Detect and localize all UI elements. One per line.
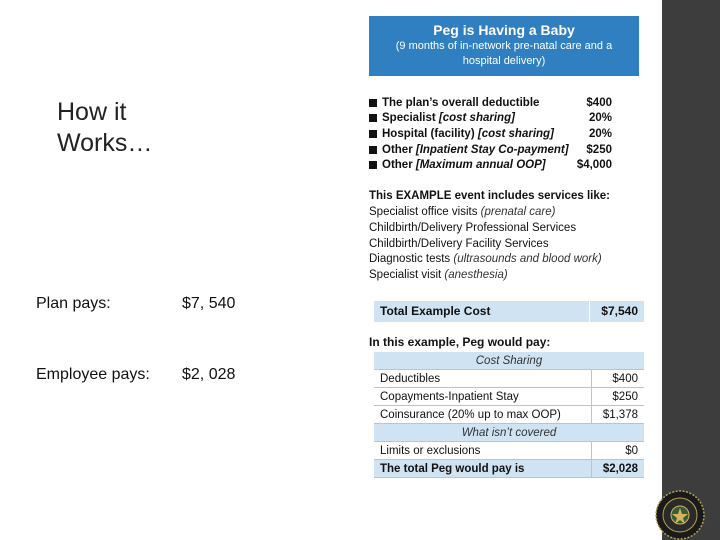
param-label-italic: [Maximum annual OOP]: [415, 159, 546, 172]
service-item: [369, 238, 649, 254]
total-example-value: $7,540: [601, 304, 638, 318]
param-label-italic: [cost sharing]: [477, 127, 554, 140]
table-row: [374, 406, 644, 424]
total-example-label: Total Example Cost: [380, 304, 491, 318]
would-pay-heading: In this example, Peg would pay:: [369, 335, 551, 349]
bullet-square-icon: [369, 130, 377, 138]
plan-parameters-list: [369, 95, 612, 173]
section-label: Cost Sharing: [374, 352, 644, 370]
section-label: What isn’t covered: [374, 424, 644, 442]
bullet-square-icon: [369, 146, 377, 154]
total-pay-value: $2,028: [592, 460, 645, 478]
employee-pays-value: $2, 028: [182, 366, 236, 383]
services-heading: This EXAMPLE event includes services like:: [369, 190, 610, 202]
param-value: 20%: [588, 127, 612, 140]
param-label: Hospital (facility): [382, 127, 478, 140]
bullet-square-icon: [369, 99, 377, 107]
title-line-1: How it: [57, 98, 127, 126]
service-text: Childbirth/Delivery Facility Services: [369, 237, 549, 250]
param-row: [369, 126, 612, 142]
service-item: [369, 222, 649, 238]
services-list: [369, 190, 649, 285]
bullet-square-icon: [369, 114, 377, 122]
service-note: (prenatal care): [480, 206, 556, 218]
param-row: [369, 142, 612, 158]
table-row: [374, 388, 644, 406]
right-sidebar-band: [662, 0, 720, 540]
param-row: [369, 157, 612, 173]
service-note: (ultrasounds and blood work): [453, 253, 602, 266]
plan-pays-value: $7, 540: [182, 295, 236, 312]
param-value: 20%: [588, 112, 612, 125]
table-section-header: [374, 424, 644, 442]
row-value: $400: [592, 370, 645, 388]
param-value: $250: [586, 143, 612, 156]
row-label: Limits or exclusions: [374, 442, 592, 460]
service-item: [369, 269, 649, 285]
param-label-italic: [cost sharing]: [438, 112, 515, 125]
param-row: [369, 95, 612, 111]
service-note: (anesthesia): [444, 269, 508, 282]
row-value: $1,378: [592, 406, 645, 424]
param-label: Other: [382, 143, 416, 156]
table-row: [374, 442, 644, 460]
service-item: [369, 253, 649, 269]
title-line-2: Works…: [57, 129, 153, 157]
service-text: Diagnostic tests: [369, 253, 454, 266]
row-value: $0: [592, 442, 645, 460]
scenario-subtitle-line-2: hospital delivery): [462, 55, 546, 67]
table-row: [374, 370, 644, 388]
row-label: Copayments-Inpatient Stay: [374, 388, 592, 406]
param-value: $400: [586, 96, 612, 109]
table-section-header: [374, 352, 644, 370]
service-item: [369, 206, 649, 222]
param-value: $4,000: [576, 159, 612, 172]
service-text: Specialist visit: [369, 269, 445, 282]
divider: [589, 301, 590, 322]
plan-pays-label: Plan pays:: [36, 295, 111, 312]
service-text: Childbirth/Delivery Professional Services: [369, 221, 577, 234]
row-label: Coinsurance (20% up to max OOP): [374, 406, 592, 424]
scenario-header: [369, 16, 639, 76]
row-value: $250: [592, 388, 645, 406]
param-label: The plan’s overall deductible: [382, 96, 540, 109]
param-label: Other: [382, 159, 416, 172]
employee-pays-label: Employee pays:: [36, 366, 150, 383]
total-example-cost-row: [374, 301, 644, 322]
seal-logo: [655, 490, 705, 540]
scenario-title: Peg is Having a Baby: [433, 22, 575, 38]
scenario-subtitle-line-1: (9 months of in-network pre-natal care and a: [395, 40, 613, 52]
total-pay-row: [374, 460, 644, 478]
total-pay-label: The total Peg would pay is: [374, 460, 592, 478]
bullet-square-icon: [369, 161, 377, 169]
row-label: Deductibles: [374, 370, 592, 388]
service-text: Specialist office visits: [369, 206, 481, 218]
param-label-italic: [Inpatient Stay Co-payment]: [415, 143, 569, 156]
param-label: Specialist: [382, 112, 439, 125]
param-row: [369, 111, 612, 127]
cost-breakdown-table: [374, 352, 644, 478]
page-title: [57, 97, 152, 159]
